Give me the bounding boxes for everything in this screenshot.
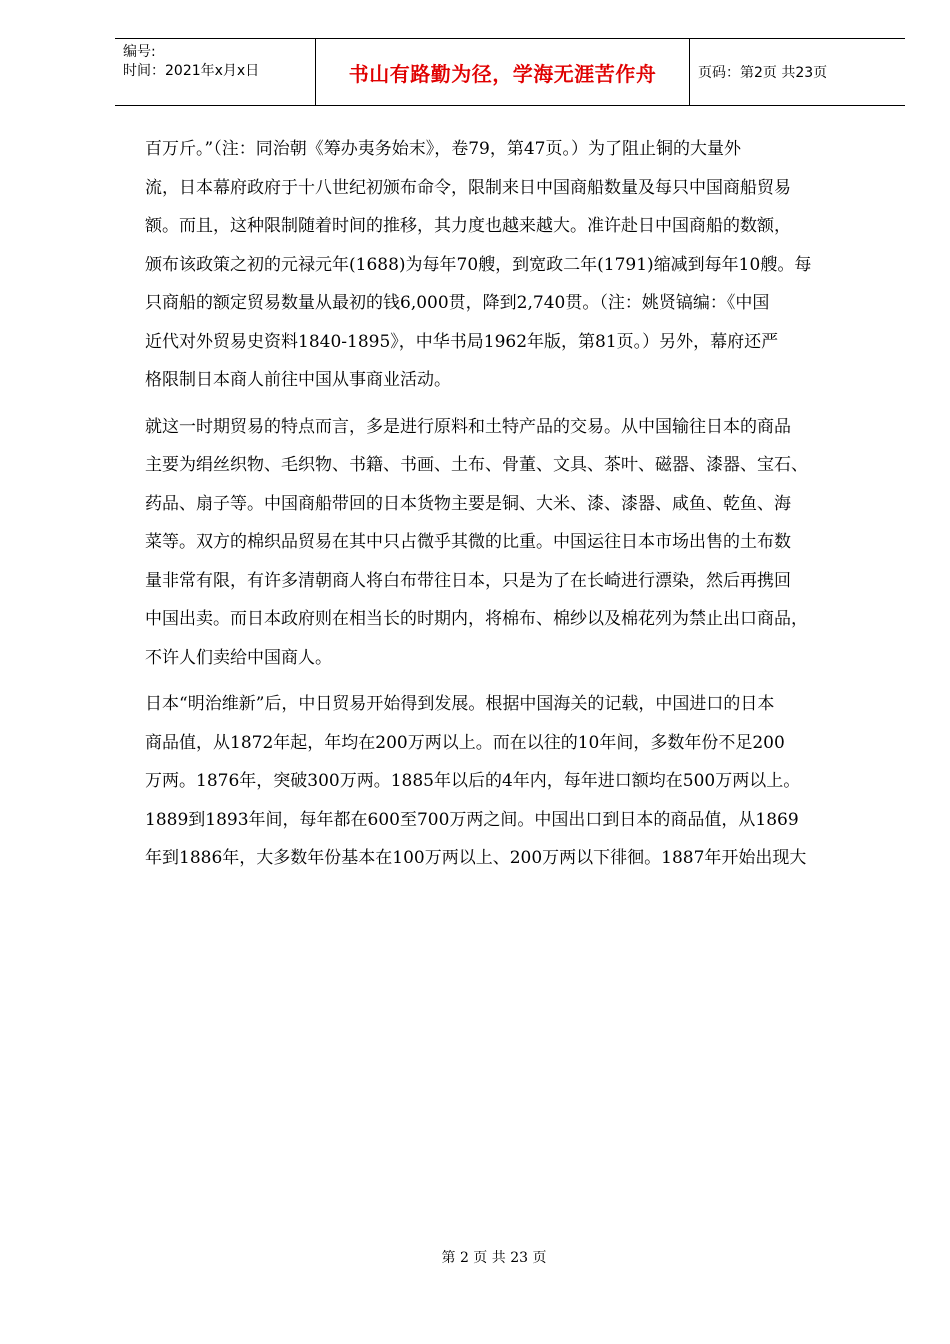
text-line: 格限制日本商人前往中国从事商业活动。 bbox=[145, 370, 451, 390]
body-paragraph bbox=[145, 408, 890, 678]
page-footer: 第 2 页 共 23 页 bbox=[441, 1250, 547, 1266]
header-motto: 书山有路勤为径，学海无涯苦作舟 bbox=[348, 61, 657, 86]
page-header bbox=[115, 38, 905, 106]
body-paragraph bbox=[145, 130, 890, 400]
paragraph-gap bbox=[145, 677, 890, 685]
text-line: 主要为绢丝织物、毛织物、书籍、书画、土布、骨董、文具、茶叶、磁器、漆器、宝石、 bbox=[145, 455, 808, 475]
text-line: 流，日本幕府政府于十八世纪初颁布命令，限制来日中国商船数量及每只中国商船贸易 bbox=[145, 177, 791, 198]
text-line: 菜等。双方的棉织品贸易在其中只占微乎其微的比重。中国运往日本市场出售的土布数 bbox=[145, 532, 791, 552]
text-line: 颁布该政策之初的元禄元年(1688)为每年70艘，到宽政二年(1791)缩减到每年10艘。每 bbox=[145, 254, 812, 275]
document-number-label: 编号: bbox=[123, 44, 156, 60]
text-line: 1889到1893年间，每年都在600至700万两之间。中国出口到日本的商品值，从1869 bbox=[145, 809, 799, 830]
header-motto-cell bbox=[316, 39, 690, 105]
text-line: 年到1886年，大多数年份基本在100万两以上、200万两以下徘徊。1887年开始出现大 bbox=[145, 848, 807, 868]
text-line: 只商船的额定贸易数量从最初的钱6,000贯，降到2,740贯。（注：姚贤镐编：《中国 bbox=[145, 293, 770, 313]
paragraph-gap bbox=[145, 400, 890, 408]
text-line: 中国出卖。而日本政府则在相当长的时期内，将棉布、棉纱以及棉花列为禁止出口商品， bbox=[145, 609, 808, 629]
text-line: 近代对外贸易史资料1840-1895》，中华书局1962年版，第81页。）另外，幕府还严 bbox=[145, 331, 779, 352]
header-meta-cell bbox=[115, 39, 316, 105]
text-line: 药品、扇子等。中国商船带回的日本货物主要是铜、大米、漆、漆器、咸鱼、乾鱼、海 bbox=[145, 493, 791, 514]
text-line: 不许人们卖给中国商人。 bbox=[145, 647, 332, 668]
text-line: 就这一时期贸易的特点而言，多是进行原料和土特产品的交易。从中国输往日本的商品 bbox=[145, 416, 791, 437]
text-line: 额。而且，这种限制随着时间的推移，其力度也越来越大。准许赴日中国商船的数额， bbox=[145, 216, 791, 236]
document-body bbox=[145, 130, 890, 878]
text-line: 商品值，从1872年起，年均在200万两以上。而在以往的10年间，多数年份不足200 bbox=[145, 732, 785, 753]
document-time-label: 时间：2021年x月x日 bbox=[123, 63, 260, 79]
header-page-cell bbox=[690, 39, 905, 105]
text-line: 日本“明治维新”后，中日贸易开始得到发展。根据中国海关的记载，中国进口的日本 bbox=[145, 694, 775, 714]
text-line: 万两。1876年，突破300万两。1885年以后的4年内，每年进口额均在500万两以上。 bbox=[145, 771, 801, 791]
body-paragraph bbox=[145, 685, 890, 878]
text-line: 百万斤。”（注：同治朝《筹办夷务始末》，卷79，第47页。）为了阻止铜的大量外 bbox=[145, 139, 741, 159]
header-page-info: 页码：第2页 共23页 bbox=[698, 65, 828, 81]
text-line: 量非常有限，有许多清朝商人将白布带往日本，只是为了在长崎进行漂染，然后再携回 bbox=[145, 570, 791, 591]
